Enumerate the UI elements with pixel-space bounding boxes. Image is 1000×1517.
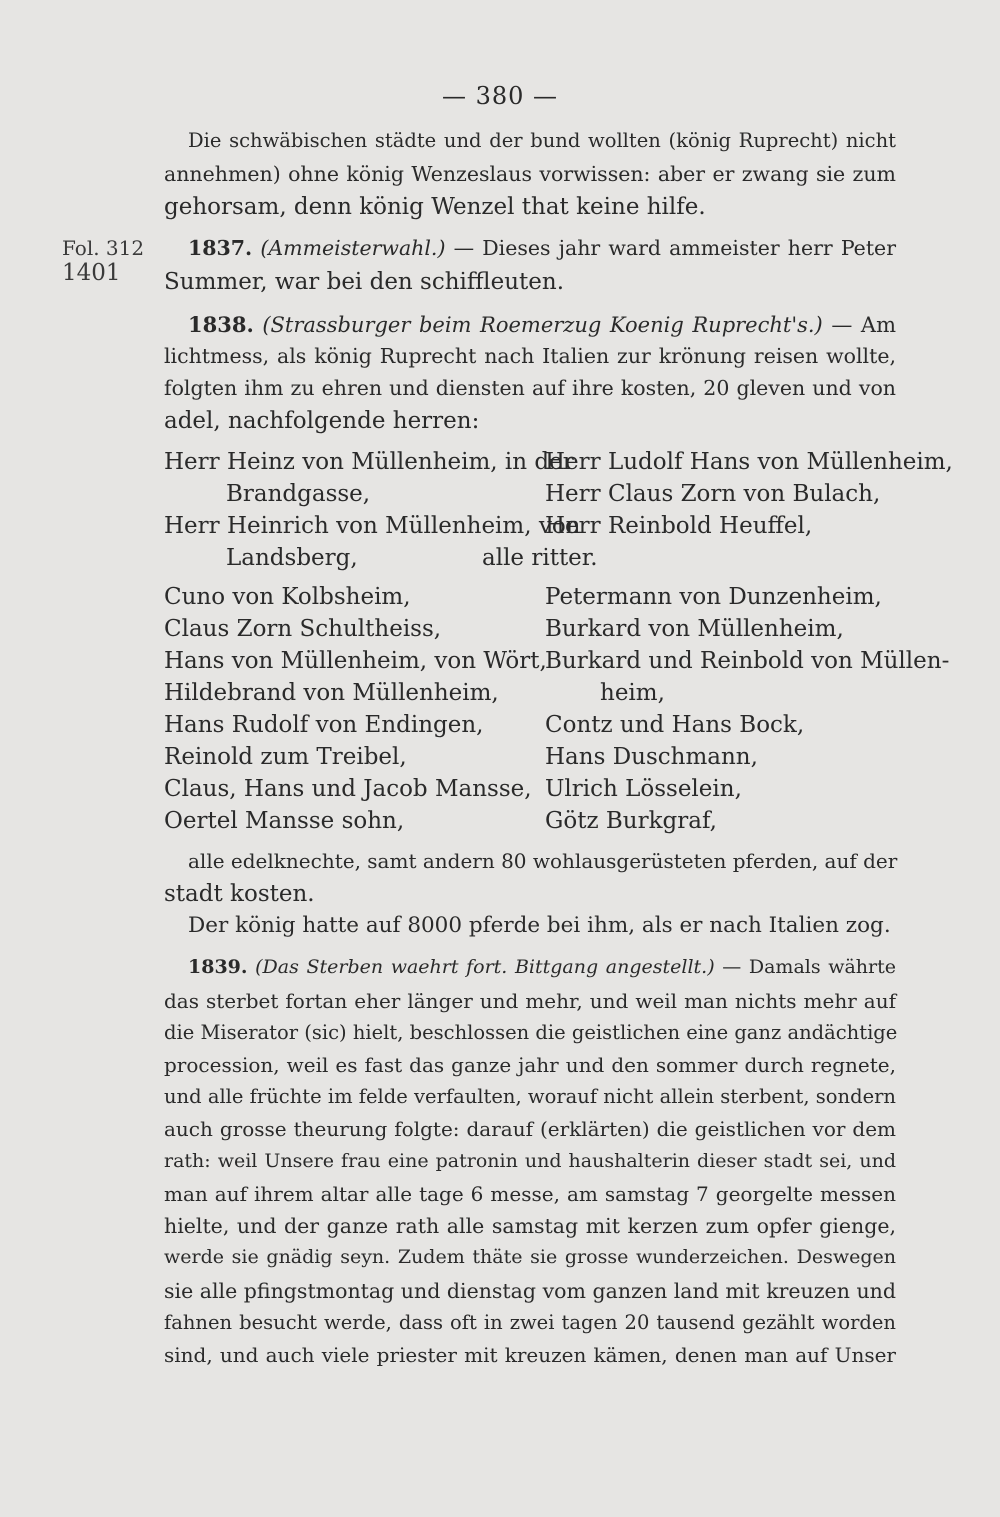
text-line: lichtmess, als könig Ruprecht nach Italien zur krönung reisen wollte, [164,344,896,368]
text-line: auch grosse theurung folgte: darauf (erklärten) die geistlichen vor dem [164,1117,896,1141]
entry-title: (Ammeisterwahl.) [260,236,446,260]
entry-1838-heading [188,314,896,336]
entry-1839-heading [188,958,896,977]
entry-number: 1838. [188,312,254,337]
margin-year: 1401 [62,260,121,286]
text-line: Die schwäbischen städte und der bund wollten (könig Ruprecht) nicht [188,129,896,152]
list-item: Oertel Mansse sohn, [164,808,405,834]
list-item: Landsberg, [226,545,358,571]
entry-1837-heading [188,238,896,259]
text-line: procession, weil es fast das ganze jahr und den sommer durch regnete, [164,1053,896,1077]
margin-folio: Fol. 312 [62,236,145,260]
text-line: und alle früchte im felde verfaulten, worauf nicht allein sterbent, sondern [164,1085,896,1108]
text-line: man auf ihrem altar alle tage 6 messe, am samstag 7 georgelte messen [164,1182,896,1206]
entry-number: 1837. [188,236,253,260]
list-item: Herr Heinrich von Müllenheim, von [164,513,581,539]
list-item: Hans Duschmann, [545,744,758,770]
list-item: Reinold zum Treibel, [164,744,407,770]
text-line: Summer, war bei den schiffleuten. [164,269,565,295]
list-item: Claus Zorn Schultheiss, [164,616,442,642]
list-item: Herr Heinz von Müllenheim, in der [164,449,574,475]
text-line: adel, nachfolgende herren: [164,408,480,434]
list-item: Hans Rudolf von Endingen, [164,712,484,738]
list-item: Ulrich Lösselein, [545,776,742,802]
text-segment: — Damals währte [714,956,896,978]
list-item: Brandgasse, [226,481,371,507]
text-line: gehorsam, denn könig Wenzel that keine hilfe. [164,194,706,220]
list-item: Burkard und Reinbold von Müllen- [545,648,950,674]
text-line: werde sie gnädig seyn. Zudem thäte sie grosse wunderzeichen. Deswegen [164,1246,896,1268]
text-segment: — Am [822,313,896,337]
list-item: Herr Reinbold Heuffel, [545,513,813,539]
text-line: das sterbet fortan eher länger und mehr, und weil man nichts mehr auf [164,989,896,1013]
list-item: Petermann von Dunzenheim, [545,584,882,610]
list-item: Herr Ludolf Hans von Müllenheim, [545,449,953,475]
list-item: Burkard von Müllenheim, [545,616,844,642]
list-suffix: alle ritter. [482,545,598,571]
text-line: sind, und auch viele priester mit kreuzen kämen, denen man auf Unser [164,1343,896,1367]
list-item: Hans von Müllenheim, von Wört, [164,648,547,674]
list-item: Götz Burkgraf, [545,808,717,834]
text-line: die Miserator (sic) hielt, beschlossen die geistlichen eine ganz andächtige [164,1021,898,1044]
text-line: sie alle pfingstmontag und dienstag vom ganzen land mit kreuzen und [164,1279,896,1303]
text-line: annehmen) ohne könig Wenzeslaus vorwissen: aber er zwang sie zum [164,162,896,186]
list-item: heim, [600,680,665,706]
list-item: Cuno von Kolbsheim, [164,584,411,610]
list-item: Claus, Hans und Jacob Mansse, [164,776,532,802]
text-line: hielte, und der ganze rath alle samstag mit kerzen zum opfer gienge, [164,1214,896,1238]
text-line: folgten ihm zu ehren und diensten auf ihre kosten, 20 gleven und von [164,376,896,400]
text-line: Der könig hatte auf 8000 pferde bei ihm, als er nach Italien zog. [188,913,891,938]
text-line: rath: weil Unsere frau eine patronin und haushalterin dieser stadt sei, und [164,1150,896,1172]
entry-title: (Strassburger beim Roemerzug Koenig Ruprecht's.) [262,313,823,337]
entry-title: (Das Sterben waehrt fort. Bittgang angestellt.) [255,956,715,978]
list-item: Hildebrand von Müllenheim, [164,680,499,706]
text-line: fahnen besucht werde, dass oft in zwei tagen 20 tausend gezählt worden [164,1311,896,1334]
text-segment: — Dieses jahr ward ammeister herr Peter [445,236,896,260]
list-item: Herr Claus Zorn von Bulach, [545,481,881,507]
entry-number: 1839. [188,956,248,978]
text-line: stadt kosten. [164,881,315,907]
list-item: Contz und Hans Bock, [545,712,805,738]
text-line: alle edelknechte, samt andern 80 wohlausgerüsteten pferden, auf der [188,849,898,873]
page-number: — 380 — [441,82,559,110]
